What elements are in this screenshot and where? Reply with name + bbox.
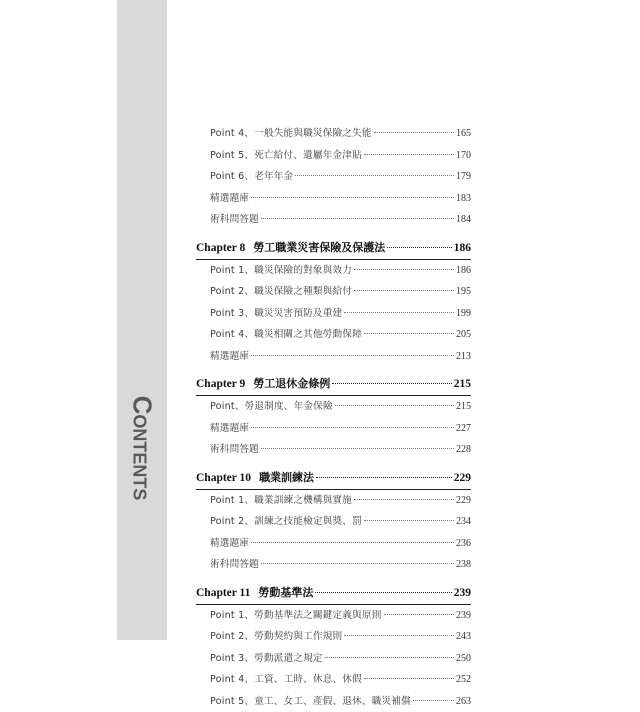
contents-side-label: Contents bbox=[127, 348, 158, 548]
dot-leader bbox=[251, 355, 454, 356]
entry-label: 精選題庫 bbox=[210, 533, 249, 555]
entry-label: Point 1、職業訓練之機構與實施 bbox=[210, 490, 352, 512]
entry-label: Point 4、一般失能與職災保險之失能 bbox=[210, 123, 372, 145]
entry-label: Point、勞退制度、年金保險 bbox=[210, 396, 333, 418]
entry-label: Point 2、職災保險之種類與給付 bbox=[210, 281, 352, 303]
dot-leader bbox=[316, 477, 452, 478]
page-number: 199 bbox=[456, 303, 471, 325]
dot-leader bbox=[374, 132, 454, 133]
entry-label: Point 3、勞動派遣之規定 bbox=[210, 648, 323, 670]
page-number: 236 bbox=[456, 533, 471, 555]
toc-entry[interactable] bbox=[196, 648, 471, 670]
chapter-heading[interactable] bbox=[196, 467, 471, 490]
page-number: 184 bbox=[456, 209, 471, 231]
dot-leader bbox=[332, 383, 451, 384]
chapter-number: Chapter 10 bbox=[196, 467, 251, 489]
page-number: 250 bbox=[456, 648, 471, 670]
page-number: 213 bbox=[456, 346, 471, 368]
entry-label: Point 4、職災相關之其他勞動保障 bbox=[210, 324, 362, 346]
dot-leader bbox=[251, 542, 454, 543]
page-number: 234 bbox=[456, 511, 471, 533]
toc-entry[interactable] bbox=[196, 626, 471, 648]
toc-entry[interactable] bbox=[196, 209, 471, 231]
page-number: 252 bbox=[456, 669, 471, 691]
entry-label: Point 2、訓練之技能檢定與獎、罰 bbox=[210, 511, 362, 533]
chapter-title: 職業訓練法 bbox=[259, 467, 314, 489]
page-number: 170 bbox=[456, 145, 471, 167]
chapter-title: 勞工退休金條例 bbox=[253, 373, 330, 395]
dot-leader bbox=[315, 592, 451, 593]
page-number: 186 bbox=[454, 237, 471, 259]
entry-label: 精選題庫 bbox=[210, 346, 249, 368]
entry-label: Point 1、勞動基準法之關鍵定義與原則 bbox=[210, 605, 382, 627]
dot-leader bbox=[344, 312, 454, 313]
toc-entry[interactable] bbox=[196, 346, 471, 368]
dot-leader bbox=[354, 290, 454, 291]
page-number: 227 bbox=[456, 418, 471, 440]
page-number: 215 bbox=[456, 396, 471, 418]
toc-entry[interactable] bbox=[196, 123, 471, 145]
toc-entry[interactable] bbox=[196, 260, 471, 282]
entry-label: Point 4、工資、工時、休息、休假 bbox=[210, 669, 362, 691]
page-number: 243 bbox=[456, 626, 471, 648]
table-of-contents bbox=[196, 123, 471, 712]
page-number: 239 bbox=[456, 605, 471, 627]
dot-leader bbox=[251, 427, 454, 428]
dot-leader bbox=[261, 218, 454, 219]
dot-leader bbox=[384, 614, 455, 615]
toc-entry[interactable] bbox=[196, 511, 471, 533]
dot-leader bbox=[325, 657, 454, 658]
page-number: 179 bbox=[456, 166, 471, 188]
dot-leader bbox=[251, 197, 454, 198]
page-number: 228 bbox=[456, 439, 471, 461]
chapter-number: Chapter 11 bbox=[196, 582, 250, 604]
toc-entry[interactable] bbox=[196, 166, 471, 188]
entry-label: 術科問答題 bbox=[210, 554, 259, 576]
toc-entry[interactable] bbox=[196, 605, 471, 627]
toc-entry[interactable] bbox=[196, 418, 471, 440]
chapter-number: Chapter 8 bbox=[196, 237, 245, 259]
page-number: 229 bbox=[456, 490, 471, 512]
dot-leader bbox=[335, 405, 454, 406]
entry-label: 術科問答題 bbox=[210, 209, 259, 231]
toc-entry[interactable] bbox=[196, 303, 471, 325]
toc-entry[interactable] bbox=[196, 533, 471, 555]
page-number: 186 bbox=[456, 260, 471, 282]
toc-entry[interactable] bbox=[196, 439, 471, 461]
entry-label: Point 5、死亡給付、遺屬年金津貼 bbox=[210, 145, 362, 167]
dot-leader bbox=[364, 154, 454, 155]
dot-leader bbox=[364, 678, 454, 679]
page-number: 165 bbox=[456, 123, 471, 145]
toc-entry[interactable] bbox=[196, 490, 471, 512]
entry-label: Point 3、職災災害預防及重建 bbox=[210, 303, 342, 325]
toc-entry[interactable] bbox=[196, 396, 471, 418]
toc-entry[interactable] bbox=[196, 188, 471, 210]
dot-leader bbox=[344, 635, 454, 636]
chapter-title: 勞工職業災害保險及保護法 bbox=[253, 237, 385, 259]
dot-leader bbox=[387, 247, 451, 248]
page-number: 229 bbox=[454, 467, 471, 489]
entry-label: Point 1、職災保險的對象與效力 bbox=[210, 260, 352, 282]
page-number: 215 bbox=[454, 373, 471, 395]
page-number: 238 bbox=[456, 554, 471, 576]
dot-leader bbox=[261, 563, 454, 564]
chapter-title: 勞動基準法 bbox=[258, 582, 313, 604]
dot-leader bbox=[354, 499, 454, 500]
page-number: 205 bbox=[456, 324, 471, 346]
page-number: 183 bbox=[456, 188, 471, 210]
dot-leader bbox=[354, 269, 454, 270]
entry-label: 精選題庫 bbox=[210, 188, 249, 210]
toc-entry[interactable] bbox=[196, 554, 471, 576]
entry-label: 精選題庫 bbox=[210, 418, 249, 440]
dot-leader bbox=[295, 175, 454, 176]
dot-leader bbox=[364, 333, 454, 334]
toc-entry[interactable] bbox=[196, 691, 471, 712]
entry-label: Point 2、勞動契約與工作規則 bbox=[210, 626, 342, 648]
chapter-heading[interactable] bbox=[196, 373, 471, 396]
toc-entry[interactable] bbox=[196, 324, 471, 346]
page-number: 195 bbox=[456, 281, 471, 303]
chapter-heading[interactable] bbox=[196, 237, 471, 260]
chapter-number: Chapter 9 bbox=[196, 373, 245, 395]
toc-entry[interactable] bbox=[196, 669, 471, 691]
entry-label: 術科問答題 bbox=[210, 439, 259, 461]
page-number: 239 bbox=[454, 582, 471, 604]
toc-entry[interactable] bbox=[196, 281, 471, 303]
chapter-heading[interactable] bbox=[196, 582, 471, 605]
dot-leader bbox=[261, 448, 454, 449]
page-number: 263 bbox=[456, 691, 471, 712]
dot-leader bbox=[364, 520, 454, 521]
toc-entry[interactable] bbox=[196, 145, 471, 167]
dot-leader bbox=[413, 700, 454, 701]
entry-label: Point 5、童工、女工、產假、退休、職災補償 bbox=[210, 691, 411, 712]
entry-label: Point 6、老年年金 bbox=[210, 166, 293, 188]
